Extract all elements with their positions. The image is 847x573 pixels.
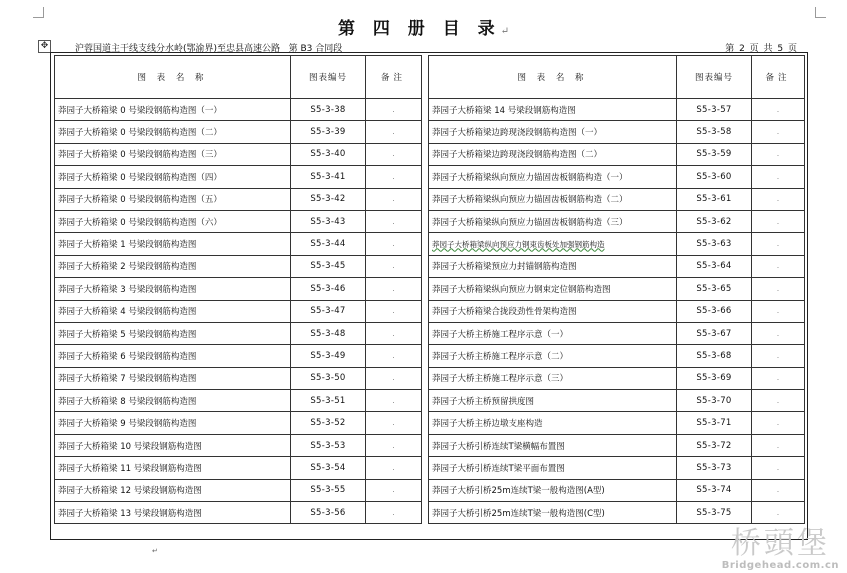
drawing-name: 莽园子大桥箱梁 0 号梁段钢筋构造图（一） (55, 99, 291, 121)
drawing-name: 莽园子大桥箱梁纵向预应力锚固齿板钢筋构造（三） (429, 210, 677, 232)
table-row (55, 322, 422, 344)
drawing-number: S5-3-52 (291, 412, 366, 434)
drawing-number: S5-3-71 (677, 412, 752, 434)
drawing-number: S5-3-60 (677, 166, 752, 188)
drawing-number: S5-3-45 (291, 255, 366, 277)
note-cell: . (366, 166, 422, 188)
drawing-name: 莽园子大桥箱梁纵向预应力钢束齿板处加强钢筋构造 (429, 233, 677, 255)
note-cell: . (752, 300, 805, 322)
paragraph-mark-icon: ↵ (152, 547, 158, 555)
note-cell: . (366, 278, 422, 300)
drawing-name: 莽园子大桥箱梁预应力封锚钢筋构造图 (429, 255, 677, 277)
table-row (55, 345, 422, 367)
drawing-name: 莽园子大桥引桥连续T梁平面布置图 (429, 457, 677, 479)
col-header-note: 备注 (752, 56, 805, 99)
table-header-row (429, 56, 805, 99)
drawing-number: S5-3-69 (677, 367, 752, 389)
note-cell: . (752, 479, 805, 501)
note-cell: . (366, 233, 422, 255)
table-row (429, 300, 805, 322)
drawing-number: S5-3-63 (677, 233, 752, 255)
drawing-number: S5-3-58 (677, 121, 752, 143)
drawing-number: S5-3-43 (291, 210, 366, 232)
drawing-name: 莽园子大桥引桥连续T梁横幅布置图 (429, 434, 677, 456)
note-cell: . (752, 502, 805, 524)
drawing-number: S5-3-41 (291, 166, 366, 188)
drawing-number: S5-3-48 (291, 322, 366, 344)
note-cell: . (366, 210, 422, 232)
paragraph-mark-icon: ↵ (500, 26, 510, 37)
table-row (429, 434, 805, 456)
note-cell: . (366, 390, 422, 412)
drawing-number: S5-3-57 (677, 99, 752, 121)
table-row (55, 390, 422, 412)
drawing-number: S5-3-59 (677, 143, 752, 165)
drawing-number: S5-3-61 (677, 188, 752, 210)
table-row (429, 390, 805, 412)
drawing-name: 莽园子大桥箱梁 8 号梁段钢筋构造图 (55, 390, 291, 412)
drawing-name: 莽园子大桥主桥施工程序示意（二） (429, 345, 677, 367)
catalog-table-right (428, 55, 805, 524)
drawing-name: 莽园子大桥箱梁合拢段劲性骨架构造图 (429, 300, 677, 322)
table-row (55, 233, 422, 255)
note-cell: . (752, 390, 805, 412)
drawing-number: S5-3-51 (291, 390, 366, 412)
note-cell: . (752, 255, 805, 277)
note-cell: . (752, 188, 805, 210)
drawing-number: S5-3-55 (291, 479, 366, 501)
table-row (55, 457, 422, 479)
drawing-name: 莽园子大桥箱梁 0 号梁段钢筋构造图（二） (55, 121, 291, 143)
drawing-name: 莽园子大桥箱梁纵向预应力钢束定位钢筋构造图 (429, 278, 677, 300)
drawing-name: 莽园子大桥箱梁 11 号梁段钢筋构造图 (55, 457, 291, 479)
note-cell: . (366, 412, 422, 434)
drawing-name: 莽园子大桥箱梁纵向预应力锚固齿板钢筋构造（一） (429, 166, 677, 188)
catalog-table-left (54, 55, 422, 524)
drawing-name: 莽园子大桥箱梁 0 号梁段钢筋构造图（三） (55, 143, 291, 165)
drawing-name: 莽园子大桥箱梁 0 号梁段钢筋构造图（五） (55, 188, 291, 210)
site-watermark (722, 528, 839, 571)
drawing-name: 莽园子大桥主桥预留拱度图 (429, 390, 677, 412)
drawing-number: S5-3-70 (677, 390, 752, 412)
drawing-number: S5-3-75 (677, 502, 752, 524)
drawing-name: 莽园子大桥箱梁 2 号梁段钢筋构造图 (55, 255, 291, 277)
page-title (0, 14, 847, 39)
table-row (429, 345, 805, 367)
table-row (429, 99, 805, 121)
table-row (429, 412, 805, 434)
table-row (55, 367, 422, 389)
table-row (55, 434, 422, 456)
drawing-name: 莽园子大桥引桥25m连续T梁一般构造图(A型) (429, 479, 677, 501)
drawing-number: S5-3-50 (291, 367, 366, 389)
note-cell: . (366, 99, 422, 121)
catalog-sheet (50, 52, 808, 540)
table-row (429, 233, 805, 255)
note-cell: . (752, 367, 805, 389)
table-row (55, 121, 422, 143)
table-row (429, 322, 805, 344)
note-cell: . (366, 502, 422, 524)
note-cell: . (752, 143, 805, 165)
drawing-name: 莽园子大桥箱梁边跨现浇段钢筋构造图（二） (429, 143, 677, 165)
drawing-name: 莽园子大桥箱梁 0 号梁段钢筋构造图（六） (55, 210, 291, 232)
table-row (429, 457, 805, 479)
col-header-number: 图表编号 (291, 56, 366, 99)
note-cell: . (752, 345, 805, 367)
project-name: 沪蓉国道主干线支线分水岭(鄂渝界)至忠县高速公路 (75, 44, 281, 54)
watermark-url: Bridgehead.com.cn (721, 560, 839, 571)
drawing-number: S5-3-44 (291, 233, 366, 255)
note-cell: . (366, 434, 422, 456)
drawing-number: S5-3-47 (291, 300, 366, 322)
note-cell: . (366, 300, 422, 322)
note-cell: . (752, 457, 805, 479)
drawing-number: S5-3-53 (291, 434, 366, 456)
note-cell: . (752, 434, 805, 456)
drawing-number: S5-3-74 (677, 479, 752, 501)
table-move-handle-icon[interactable]: ✥ (38, 40, 51, 53)
drawing-number: S5-3-56 (291, 502, 366, 524)
table-row (429, 502, 805, 524)
table-row (55, 99, 422, 121)
table-row (55, 502, 422, 524)
drawing-number: S5-3-72 (677, 434, 752, 456)
note-cell: . (366, 345, 422, 367)
drawing-number: S5-3-42 (291, 188, 366, 210)
watermark-logo-text: 桥頭堡 (730, 526, 830, 561)
drawing-name: 莽园子大桥箱梁纵向预应力锚固齿板钢筋构造（二） (429, 188, 677, 210)
drawing-number: S5-3-40 (291, 143, 366, 165)
table-row (429, 121, 805, 143)
note-cell: . (366, 121, 422, 143)
table-row (55, 166, 422, 188)
drawing-name: 莽园子大桥箱梁 13 号梁段钢筋构造图 (55, 502, 291, 524)
drawing-number: S5-3-38 (291, 99, 366, 121)
note-cell: . (752, 121, 805, 143)
contract-section: 第 B3 合同段 (288, 44, 343, 54)
table-row (429, 143, 805, 165)
drawing-number: S5-3-66 (677, 300, 752, 322)
note-cell: . (752, 210, 805, 232)
note-cell: . (366, 255, 422, 277)
drawing-name: 莽园子大桥箱梁 6 号梁段钢筋构造图 (55, 345, 291, 367)
drawing-number: S5-3-49 (291, 345, 366, 367)
drawing-number: S5-3-68 (677, 345, 752, 367)
table-row (55, 143, 422, 165)
note-cell: . (366, 188, 422, 210)
note-cell: . (752, 99, 805, 121)
drawing-number: S5-3-62 (677, 210, 752, 232)
drawing-name: 莽园子大桥箱梁 5 号梁段钢筋构造图 (55, 322, 291, 344)
drawing-name: 莽园子大桥箱梁 12 号梁段钢筋构造图 (55, 479, 291, 501)
drawing-number: S5-3-73 (677, 457, 752, 479)
drawing-number: S5-3-54 (291, 457, 366, 479)
drawing-name: 莽园子大桥箱梁 4 号梁段钢筋构造图 (55, 300, 291, 322)
table-row (429, 479, 805, 501)
note-cell: . (366, 143, 422, 165)
drawing-number: S5-3-65 (677, 278, 752, 300)
table-row (55, 300, 422, 322)
table-row (55, 210, 422, 232)
drawing-name: 莽园子大桥箱梁 0 号梁段钢筋构造图（四） (55, 166, 291, 188)
table-row (55, 479, 422, 501)
col-header-name: 图 表 名 称 (429, 56, 677, 99)
drawing-name: 莽园子大桥主桥边墩支座构造 (429, 412, 677, 434)
col-header-number: 图表编号 (677, 56, 752, 99)
drawing-number: S5-3-39 (291, 121, 366, 143)
note-cell: . (752, 233, 805, 255)
table-row (55, 255, 422, 277)
table-row (429, 166, 805, 188)
drawing-name: 莽园子大桥箱梁 14 号梁段钢筋构造图 (429, 99, 677, 121)
col-header-name: 图 表 名 称 (55, 56, 291, 99)
table-row (429, 367, 805, 389)
drawing-number: S5-3-67 (677, 322, 752, 344)
drawing-name: 莽园子大桥主桥施工程序示意（三） (429, 367, 677, 389)
table-row (55, 412, 422, 434)
table-row (429, 210, 805, 232)
right-rows (429, 99, 805, 524)
note-cell: . (752, 412, 805, 434)
note-cell: . (752, 322, 805, 344)
note-cell: . (366, 457, 422, 479)
catalog-left-half (54, 55, 421, 536)
table-row (55, 278, 422, 300)
drawing-name: 莽园子大桥箱梁 9 号梁段钢筋构造图 (55, 412, 291, 434)
table-row (429, 255, 805, 277)
drawing-name: 莽园子大桥引桥25m连续T梁一般构造图(C型) (429, 502, 677, 524)
table-row (429, 188, 805, 210)
table-header-row (55, 56, 422, 99)
note-cell: . (366, 479, 422, 501)
drawing-name: 莽园子大桥箱梁 7 号梁段钢筋构造图 (55, 367, 291, 389)
drawing-name: 莽园子大桥箱梁 10 号梁段钢筋构造图 (55, 434, 291, 456)
drawing-name: 莽园子大桥箱梁边跨现浇段钢筋构造图（一） (429, 121, 677, 143)
page-count: 第 2 页 共 5 页 (725, 44, 798, 54)
drawing-number: S5-3-46 (291, 278, 366, 300)
page-title-text: 第 四 册 目 录 (337, 19, 501, 39)
note-cell: . (752, 166, 805, 188)
table-row (429, 278, 805, 300)
table-row (55, 188, 422, 210)
drawing-name: 莽园子大桥箱梁 1 号梁段钢筋构造图 (55, 233, 291, 255)
left-rows (55, 99, 422, 524)
catalog-right-half (428, 55, 804, 536)
note-cell: . (366, 322, 422, 344)
col-header-note: 备注 (366, 56, 422, 99)
note-cell: . (366, 367, 422, 389)
note-cell: . (752, 278, 805, 300)
drawing-name: 莽园子大桥主桥施工程序示意（一） (429, 322, 677, 344)
drawing-name: 莽园子大桥箱梁 3 号梁段钢筋构造图 (55, 278, 291, 300)
drawing-number: S5-3-64 (677, 255, 752, 277)
